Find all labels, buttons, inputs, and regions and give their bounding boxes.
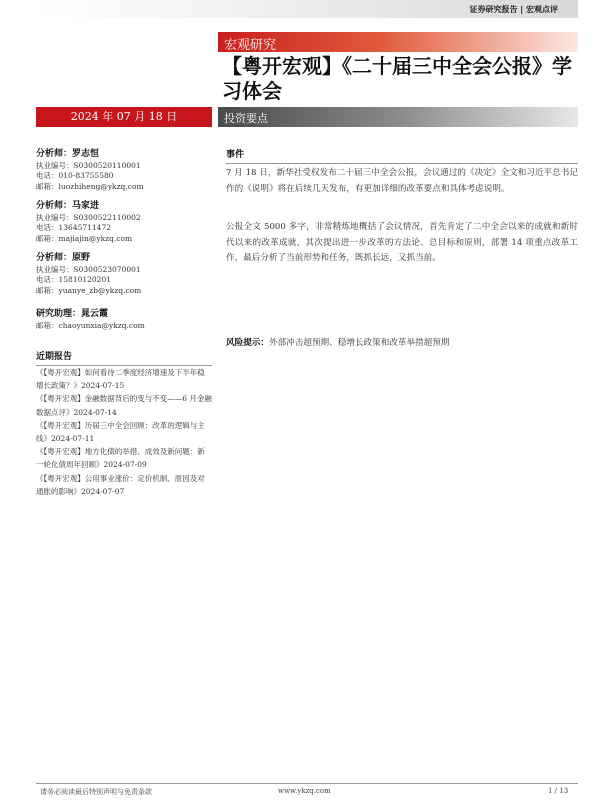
risk-warning: [226, 336, 578, 348]
event-paragraph: 公报全文 5000 多字，非常精炼地概括了会议情况，首先肯定了二中全会以来的成就和新时代以来的改革成就，其次提出进一步改革的方法论、总目标和原则，部署 14 项重点改革工作，最后分析了当前形势和任务，既抓长远，又抓当前。: [226, 222, 578, 264]
report-title: 【粤开宏观】《二十届三中全会公报》学习体会: [222, 54, 572, 103]
analyst-name: 分析师：罗志恒: [36, 149, 100, 159]
analyst-phone: 电话：13645711472: [36, 223, 111, 232]
analyst-license: 执业编号：S0300522110002: [36, 212, 141, 222]
assistant-email: 邮箱：chaoyunxia@ykzq.com: [36, 320, 145, 330]
top-header-bar: [36, 0, 578, 18]
section-label: 投资要点: [224, 112, 268, 125]
assistant-name: 研究助理：晁云霞: [36, 309, 109, 319]
recent-report-link[interactable]: 《【粤开宏观】金融数据背后的变与不变——6 月金融数据点评》2024-07-14: [36, 394, 212, 417]
category-label: 宏观研究: [224, 38, 277, 53]
analyst-license: 执业编号：S0300523070001: [36, 264, 141, 274]
footer-page-number: 1 / 13: [548, 787, 569, 795]
report-type-label: 证券研究报告 | 宏观点评: [469, 5, 558, 14]
analyst-email: 邮箱：yuanye_zb@ykzq.com: [36, 285, 142, 295]
risk-label: 风险提示：: [226, 338, 269, 348]
event-paragraph: 7 月 18 日，新华社受权发布二十届三中全会公报，会议通过的《决定》全文和习近平总书记作的《说明》将在后续几天发布，有更加详细的改革要点和具体考虑说明。: [226, 168, 578, 194]
analyst-license: 执业编号：S0300520110001: [36, 160, 141, 170]
assistant-block: [36, 309, 216, 331]
analyst-email: 邮箱：luozhiheng@ykzq.com: [36, 181, 144, 191]
analyst-block: [36, 149, 216, 192]
footer-divider: [36, 783, 578, 784]
event-heading: 事件: [226, 147, 578, 164]
footer-disclaimer: 请务必阅读最后特别声明与免责条款: [40, 788, 152, 796]
recent-reports-title: 近期报告: [36, 349, 212, 366]
recent-report-link[interactable]: 《【粤开宏观】地方化债的举措、成效及新问题：新一轮化债周年回顾》2024-07-09: [36, 447, 205, 470]
analyst-phone: 电话：010-83755580: [36, 171, 114, 180]
recent-report-link[interactable]: 《【粤开宏观】历届三中全会回顾：改革的逻辑与主线》2024-07-11: [36, 420, 205, 444]
recent-report-link[interactable]: 《【粤开宏观】如何看待二季度经济增速及下半年稳增长政策？》2024-07-15: [36, 368, 205, 391]
analyst-name: 分析师：马家进: [36, 201, 100, 211]
recent-report-link[interactable]: 《【粤开宏观】公用事业涨价：定价机制、原因及对通胀的影响》2024-07-07: [36, 473, 205, 496]
analyst-name: 分析师：原野: [36, 253, 91, 263]
risk-text: 外部冲击超预期、稳增长政策和改革举措超预期: [268, 338, 450, 348]
analyst-block: [36, 201, 216, 244]
recent-reports-list: [36, 366, 212, 498]
section-band: [218, 107, 578, 127]
analyst-phone: 电话：15810120201: [36, 275, 111, 284]
analyst-email: 邮箱：majiajin@ykzq.com: [36, 233, 133, 243]
category-band: [218, 32, 578, 52]
footer-website[interactable]: www.ykzq.com: [278, 787, 331, 795]
report-date: 2024 年 07 月 18 日: [36, 107, 212, 127]
analyst-block: [36, 253, 216, 296]
